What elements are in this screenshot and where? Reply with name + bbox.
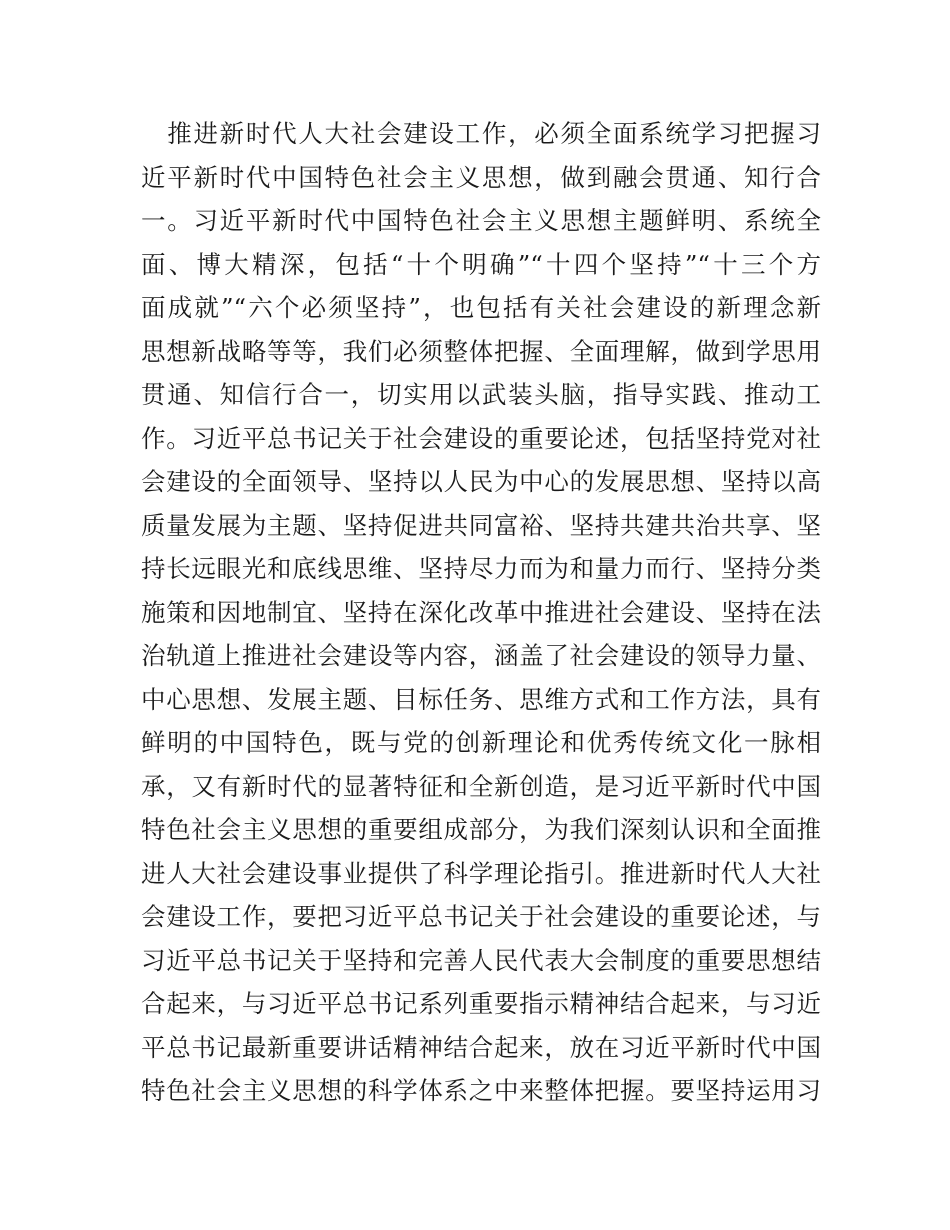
text-line: 会建设工作，要把习近平总书记关于社会建设的重要论述，与 [141,902,821,931]
text-line: 质量发展为主题、坚持促进共同富裕、坚持共建共治共享、坚 [141,510,821,540]
text-line: 特色社会主义思想的重要组成部分，为我们深刻认识和全面推 [141,815,821,844]
text-line: 推进新时代人大社会建设工作，必须全面系统学习把握习 [141,119,821,148]
text-line: 思想新战略等等，我们必须整体把握、全面理解，做到学思用 [141,336,821,366]
text-line: 合起来，与习近平总书记系列重要指示精神结合起来，与习近 [141,989,821,1018]
text-line: 施策和因地制宜、坚持在深化改革中推进社会建设、坚持在法 [141,597,821,627]
text-line: 中心思想、发展主题、目标任务、思维方式和工作方法，具有 [141,684,821,714]
text-line: 持长远眼光和底线思维、坚持尽力而为和量力而行、坚持分类 [141,554,821,583]
text-line: 进人大社会建设事业提供了科学理论指引。推进新时代人大社 [141,858,821,888]
text-line: 一。习近平新时代中国特色社会主义思想主题鲜明、系统全 [141,206,821,235]
body-paragraph [141,112,821,1113]
text-line: 习近平总书记关于坚持和完善人民代表大会制度的重要思想结 [141,945,821,975]
text-line: 面、博大精深，包括“十个明确”“十四个坚持”“十三个方 [141,249,821,279]
text-line: 近平新时代中国特色社会主义思想，做到融会贯通、知行合 [141,162,821,192]
text-line: 平总书记最新重要讲话精神结合起来，放在习近平新时代中国 [141,1032,821,1062]
text-line: 治轨道上推进社会建设等内容，涵盖了社会建设的领导力量、 [141,641,821,670]
text-line: 贯通、知信行合一，切实用以武装头脑，指导实践、推动工 [141,380,821,409]
text-line: 鲜明的中国特色，既与党的创新理论和优秀传统文化一脉相 [141,728,821,757]
text-line: 会建设的全面领导、坚持以人民为中心的发展思想、坚持以高 [141,467,821,496]
text-line: 承，又有新时代的显著特征和全新创造，是习近平新时代中国 [141,771,821,801]
text-line: 特色社会主义思想的科学体系之中来整体把握。要坚持运用习 [141,1076,821,1105]
text-line: 面成就”“六个必须坚持”，也包括有关社会建设的新理念新 [141,293,821,322]
text-line: 作。习近平总书记关于社会建设的重要论述，包括坚持党对社 [141,423,821,453]
